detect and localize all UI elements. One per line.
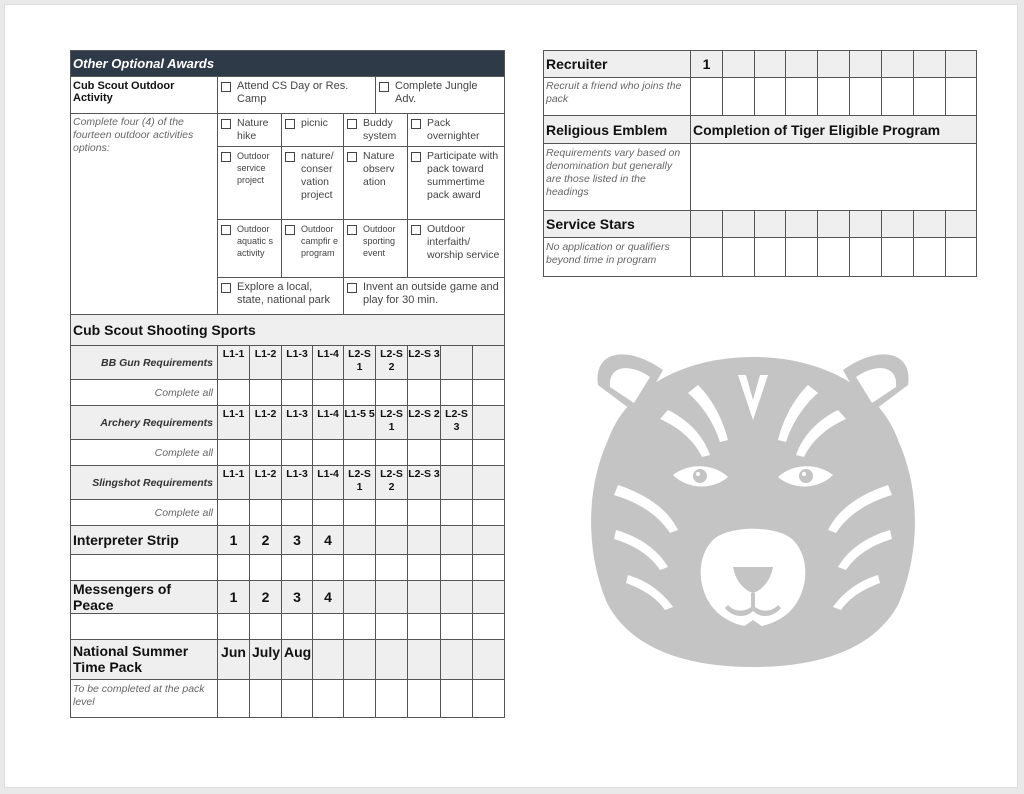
number-cell: 3 — [282, 526, 313, 555]
summer-time-pack-title: National Summer Time Pack — [71, 640, 218, 680]
number-cell: 1 — [218, 526, 250, 555]
checkbox[interactable] — [221, 152, 231, 162]
number-cell: 3 — [282, 581, 313, 614]
level-cell: L1-1 — [218, 406, 250, 440]
option-label: Attend CS Day or Res. Camp — [237, 80, 349, 105]
month-cell: July — [250, 640, 282, 680]
level-cell: L1-2 — [250, 346, 282, 380]
option-cell — [376, 77, 505, 114]
recruiter-title: Recruiter — [544, 51, 691, 78]
level-cell: L1-4 — [313, 346, 344, 380]
checkbox[interactable] — [411, 225, 421, 235]
checkbox[interactable] — [347, 283, 357, 293]
level-cell: L1-3 — [282, 346, 313, 380]
option-label: Outdoor service project — [237, 151, 270, 185]
month-cell: Aug — [282, 640, 313, 680]
option-label: Outdoor aquatic s activity — [237, 224, 274, 258]
checkbox[interactable] — [379, 82, 389, 92]
level-cell: L2-S 3 — [408, 466, 441, 500]
checkbox[interactable] — [221, 82, 231, 92]
checkbox[interactable] — [221, 119, 231, 129]
messengers-of-peace-title: Messengers of Peace — [71, 581, 218, 614]
level-cell: L1-4 — [313, 466, 344, 500]
level-cell: L2-S 2 — [376, 466, 408, 500]
slingshot-label: Slingshot Requirements — [71, 466, 218, 500]
outdoor-activity-title: Cub Scout Outdoor Activity — [71, 77, 218, 114]
checkbox[interactable] — [347, 119, 357, 129]
option-label: Nature hike — [237, 117, 269, 142]
archery-label: Archery Requirements — [71, 406, 218, 440]
checkbox[interactable] — [221, 283, 231, 293]
religious-emblem-desc: Requirements vary based on denomination but generally are those listed in the headings — [544, 144, 691, 211]
service-stars-desc: No application or qualifiers beyond time in program — [544, 238, 691, 277]
option-label: Buddy system — [363, 117, 397, 142]
option-label: Outdoor interfaith/ worship service — [427, 223, 500, 261]
checkbox[interactable] — [411, 152, 421, 162]
option-label: Complete Jungle Adv. — [395, 80, 478, 105]
complete-all-label: Complete all — [71, 500, 218, 526]
checkbox[interactable] — [347, 152, 357, 162]
checkbox[interactable] — [285, 152, 295, 162]
complete-all-label: Complete all — [71, 380, 218, 406]
outdoor-activity-desc: Complete four (4) of the fourteen outdoor activities options: — [71, 114, 218, 315]
option-cell — [218, 77, 376, 114]
level-cell: L2-S 3 — [441, 406, 473, 440]
interpreter-strip-title: Interpreter Strip — [71, 526, 218, 555]
level-cell: L1-1 — [218, 466, 250, 500]
option-label: picnic — [301, 117, 328, 129]
level-cell: L2-S 1 — [376, 406, 408, 440]
service-stars-title: Service Stars — [544, 211, 691, 238]
option-label: Pack overnighter — [427, 117, 480, 142]
religious-program-label: Completion of Tiger Eligible Program — [691, 116, 977, 144]
level-cell: L2-S 3 — [408, 346, 441, 380]
level-cell: L1-3 — [282, 406, 313, 440]
level-cell: L1-2 — [250, 406, 282, 440]
level-cell: L1-4 — [313, 406, 344, 440]
option-label: nature/ conser vation project — [301, 150, 334, 201]
level-cell: L2-S 2 — [376, 346, 408, 380]
number-cell: 1 — [691, 51, 723, 78]
number-cell: 2 — [250, 581, 282, 614]
level-cell: L2-S 2 — [408, 406, 441, 440]
complete-all-label: Complete all — [71, 440, 218, 466]
number-cell: 4 — [313, 581, 344, 614]
religious-emblem-title: Religious Emblem — [544, 116, 691, 144]
level-cell: L2-S 1 — [344, 346, 376, 380]
checkbox[interactable] — [285, 119, 295, 129]
option-label: Invent an outside game and play for 30 min. — [363, 281, 499, 306]
option-label: Outdoor sporting event — [363, 224, 396, 258]
checkbox[interactable] — [411, 119, 421, 129]
level-cell: L1-3 — [282, 466, 313, 500]
month-cell: Jun — [218, 640, 250, 680]
level-cell: L1-2 — [250, 466, 282, 500]
shooting-sports-title: Cub Scout Shooting Sports — [71, 315, 505, 346]
checkbox[interactable] — [285, 225, 295, 235]
tiger-head-illustration — [578, 345, 928, 670]
checkbox[interactable] — [221, 225, 231, 235]
number-cell: 2 — [250, 526, 282, 555]
number-cell: 1 — [218, 581, 250, 614]
checkbox[interactable] — [347, 225, 357, 235]
option-label: Nature observ ation — [363, 150, 395, 188]
level-cell: L1-5 5 — [344, 406, 376, 440]
recruiter-desc: Recruit a friend who joins the pack — [544, 78, 691, 116]
option-label: Participate with pack toward summertime pack award — [427, 150, 499, 201]
optional-awards-table — [70, 50, 505, 718]
summer-time-pack-desc: To be completed at the pack level — [71, 680, 218, 718]
option-label: Outdoor campfir e program — [301, 224, 339, 258]
number-cell: 4 — [313, 526, 344, 555]
section-header: Other Optional Awards — [71, 51, 505, 77]
level-cell: L1-1 — [218, 346, 250, 380]
bb-gun-label: BB Gun Requirements — [71, 346, 218, 380]
option-label: Explore a local, state, national park — [237, 281, 330, 306]
level-cell: L2-S 1 — [344, 466, 376, 500]
recruiter-religious-service-table — [543, 50, 977, 277]
